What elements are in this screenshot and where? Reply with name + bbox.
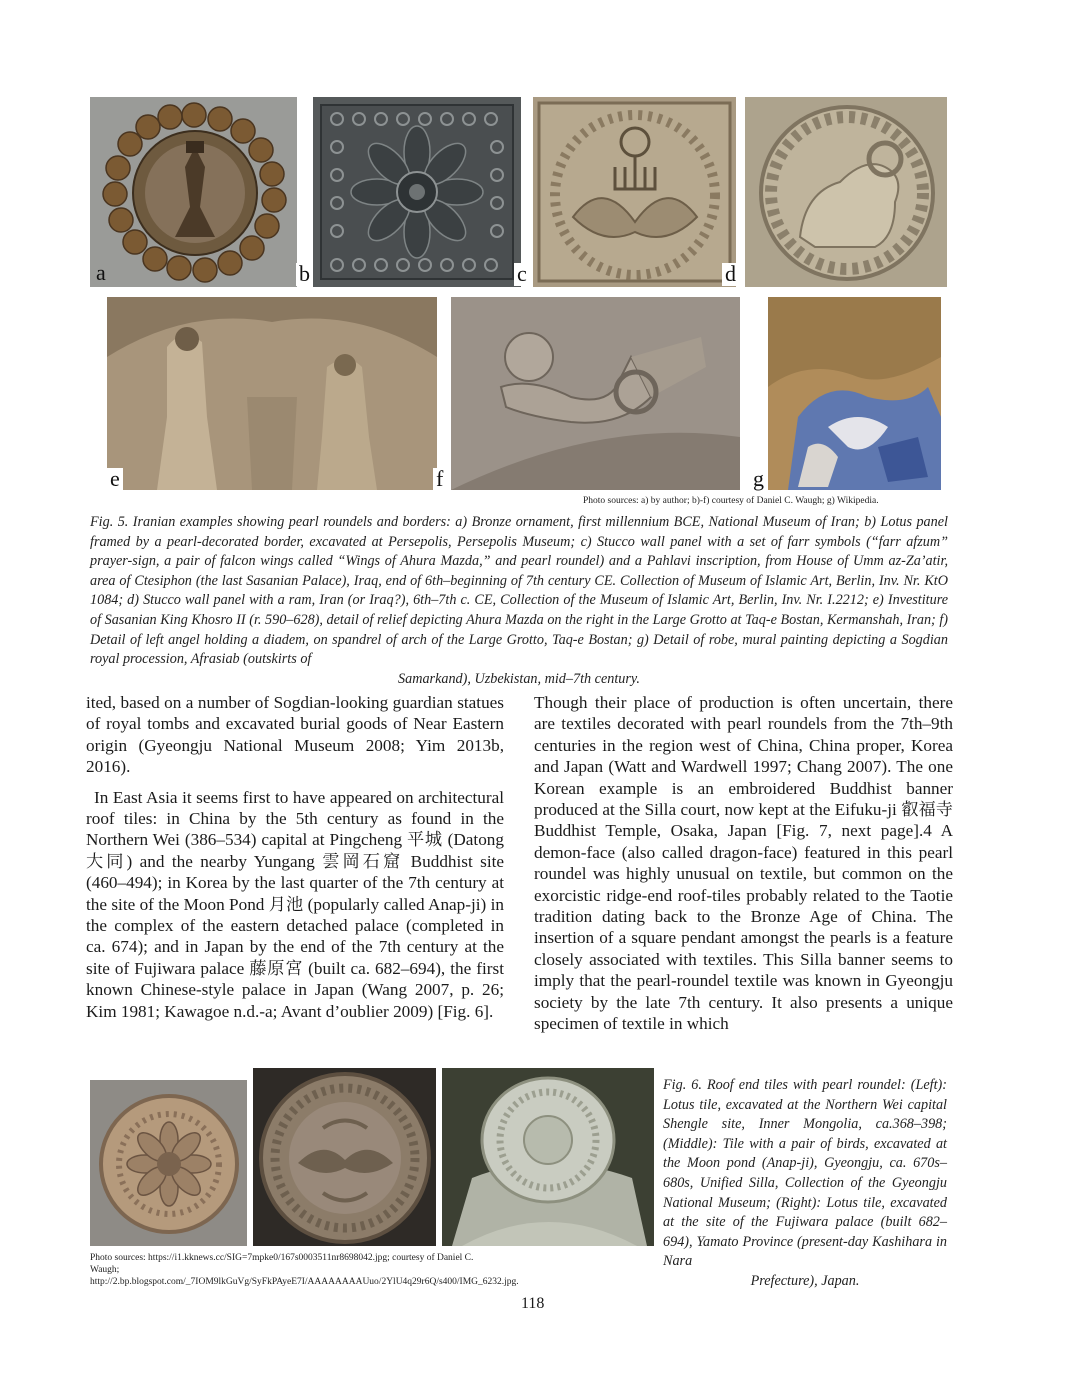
fig5-photo-credit: Photo sources: a) by author; b)-f) courtesy of Daniel C. Waugh; g) Wikipedia.: [583, 496, 879, 506]
fig5-caption-text: Fig. 5. Iranian examples showing pearl roundels and borders: a) Bronze ornament, first millennium BCE, National Museum of Iran; b) Lotus panel framed by a pearl-decorated border, excavated at Persepolis, Persepolis Museum; c) Stucco wall panel with a set of farr symbols (“farr afzum” prayer-sign, a pair of falcon wings called “Wings of Ahura Mazda,” and pearl roundel) and a Pahlavi inscription, from House of Umm az-Za’atir, area of Ctesiphon (the last Sasanian Palace), Iraq, end of 6th–beginning of 7th century CE. Collection of Museum of Islamic Art, Berlin, Inv. Nr. KtO 1084; d) Stucco wall panel with a ram, Iran (or Iraq?), 6th–7th c. CE, Collection of the Museum of Islamic Art, Berlin, Inv. Nr. I.2212; e) Investiture of Sasanian King Khosro II (r. 590–628), detail of relief depicting Ahura Mazda on the right in the Large Grotto at Taq-e Bostan, Kermanshah, Iran; f) Detail of left angel holding a diadem, on spandrel of arch of the Large Grotto, Taq-e Bostan; g) Detail of robe, mural painting depicting a Sogdian royal procession, Afrasiab (outskirts of: [90, 514, 948, 668]
photo-b-lotus-panel: [313, 97, 521, 287]
body-left-paragraph-2: In East Asia it seems first to have appeared on architectural roof tiles: in China by the 5th century as found in the Northern Wei (386–534) capital at Pingcheng 平城 (Datong 大同) and the nearby Yungang 雲岡石窟 Buddhist site (460–494); in Korea by the last quarter of the 7th century at the site of the Moon Pond 月池 (popularly called Anap-ji) in the complex of the eastern detached palace (completed in ca. 674); and in Japan by the end of the 7th century at the site of Fujiwara palace 藤原宮 (built ca. 682–694), the first known Chinese-style palace in Japan (Wang 2007, p. 26; Kim 1981; Kawagoe n.d.-a; Avant d’oublier 2009) [Fig. 6].: [86, 787, 504, 1021]
fig5-label-e: e: [107, 468, 123, 491]
body-right-paragraph-1: Though their place of production is often uncertain, there are textiles decorated with pearl roundels from the 7th–9th centuries in the region west of China, China proper, Korea and Japan (Watt and Wardwell 1997; Chang 2007). The one Korean example is an embroidered Buddhist banner produced at the Silla court, now kept at the Eifuku-ji 叡福寺 Buddhist Temple, Osaka, Japan [Fig. 7, next page].4 A demon-face (also called dragon-face) featured in this pearl roundel was highly unusual on textile, but common on the exorcistic ridge-end roof-tiles probably related to the Taotie tradition dating back to the Bronze Age of China. The insertion of a square pendant amongst the pearls is a feature closely associated with textiles. This Silla banner seems to imply that the pearl-roundel textile was known in Gyeongju society by the late 7th century. It also presents a unique specimen of textile in which: [534, 693, 953, 1034]
photo-d-ram-panel: [745, 97, 947, 287]
fig5-label-g: g: [750, 468, 767, 491]
photo-g-afrasiab-mural: [768, 297, 941, 490]
body-left-paragraph-1: ited, based on a number of Sogdian-looking guardian statues of royal tombs and excavated burial goods of Near Eastern origin (Gyeongju National Museum 2008; Yim 2013b, 2016).: [86, 693, 504, 777]
photo-lotus-tile-shengle: [90, 1080, 247, 1246]
fig6-caption-text: Fig. 6. Roof end tiles with pearl roundel: (Left): Lotus tile, excavated at the Northern Wei capital Shengle site, Inner Mongolia, ca.368–398; (Middle): Tile with a pair of birds, excavated at the Moon pond (Anap-ji), Gyeongju, ca. 670s–680s, Unified Silla, Collection of the Gyeongju National Museum; (Right): Lotus tile, excavated at the site of the Fujiwara palace (built 682–694), Yamato Province (present-day Kashihara in Nara: [663, 1077, 947, 1270]
fig5-label-c: c: [514, 263, 530, 286]
fig6-caption: [663, 1076, 947, 1292]
fig5-label-d: d: [722, 263, 739, 286]
fig5-caption-last-line: Samarkand), Uzbekistan, mid–7th century.: [398, 670, 640, 687]
photo-e-taq-e-bostan-relief: [107, 297, 437, 490]
body-column-right: [534, 692, 953, 1035]
fig5-label-f: f: [433, 468, 446, 491]
fig5-label-b: b: [296, 263, 313, 286]
photo-bird-tile-anap-ji: [253, 1068, 436, 1246]
fig5-caption: [90, 513, 948, 689]
photo-c-stucco-panel: [533, 97, 736, 287]
body-column-left: [86, 692, 504, 1022]
photo-f-angel-spandrel: [451, 297, 740, 490]
fig5-label-a: a: [96, 260, 106, 285]
fig6-photo-credit: Photo sources: https://i1.kknews.cc/SIG=7mpke0/167s0003511nr8698042.jpg; courtesy of Daniel C. Waugh; http://2.bp.blogspot.com/_7IOM9lkGuVg/SyFkPAyeE7I/AAAAAAAAUuo/2YlU4q29r6Q/s400/IMG_6232.jpg.: [90, 1253, 519, 1287]
photo-a-bronze-ornament: [90, 97, 297, 287]
photo-lotus-tile-fujiwara: [442, 1068, 654, 1246]
page-number: 118: [521, 1295, 545, 1312]
fig6-caption-last-line: Prefecture), Japan.: [750, 1272, 860, 1289]
